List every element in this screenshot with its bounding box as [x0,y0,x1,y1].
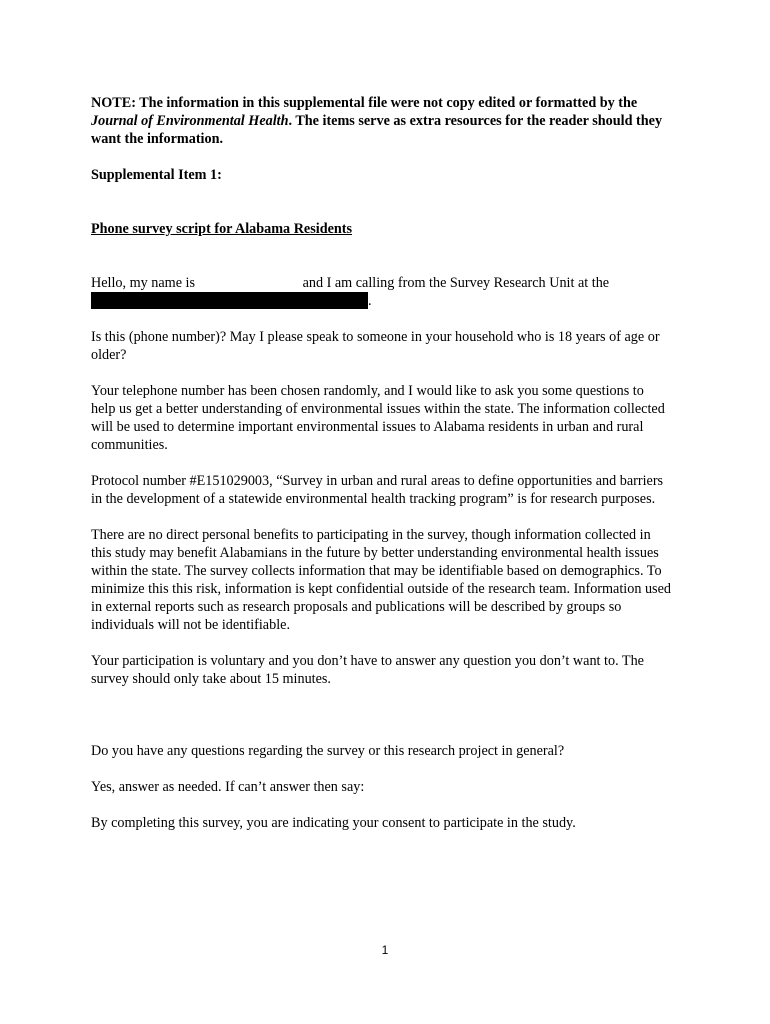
paragraph-purpose: Your telephone number has been chosen randomly, and I would like to ask you some questions to help us get a better understanding of environmental issues within the state. The information collected will be used to determine important environmental issues to Alabama residents in urban and rural communities. [91,383,665,453]
greeting-end-punct: . [368,293,372,309]
paragraph-answer-instructions: Yes, answer as needed. If can’t answer then say: [91,779,365,795]
note-text-end: . The items serve as extra resources for the reader should they want the information. [91,113,663,147]
paragraph-voluntary: Your participation is voluntary and you don’t have to answer any question you don’t want to. The survey should only take about 15 minutes. [91,653,644,687]
greeting-line-2 [91,292,671,310]
greeting-middle: and I am calling from the Survey Research Unit at the [302,275,610,291]
greeting-paragraph [91,274,671,310]
greeting-line-1 [91,274,671,292]
paragraph-consent: By completing this survey, you are indicating your consent to participate in the study. [91,815,576,831]
greeting-start: Hello, my name is [91,275,196,291]
script-heading: Phone survey script for Alabama Residents [91,221,353,237]
editorial-note [91,94,671,148]
paragraph-benefits: There are no direct personal benefits to participating in the survey, though information collected in this study may benefit Alabamians in the future by better understanding environmental health issues within the state. The survey collects information that may be identifiable based on demographics. To minimize this this risk, information is kept confidential outside of the research team. Information used in external reports such as research proposals and publications will be described by groups so individuals will not be identifiable. [91,527,671,633]
page-number: 1 [381,943,389,957]
paragraph-protocol: Protocol number #E151029003, “Survey in urban and rural areas to define opportunities and barriers in the development of a statewide environmental health tracking program” is for research purposes. [91,473,664,507]
note-text-start: NOTE: The information in this supplemental file were not copy edited or formatted by the [91,95,638,111]
redacted-institution [91,292,368,309]
paragraph-questions: Do you have any questions regarding the survey or this research project in general? [91,743,565,759]
journal-title: Journal of Environmental Health [91,113,289,129]
document-body [91,94,671,850]
supplemental-item-label: Supplemental Item 1: [91,167,222,183]
paragraph-eligibility: Is this (phone number)? May I please speak to someone in your household who is 18 years of age or older? [91,329,660,363]
